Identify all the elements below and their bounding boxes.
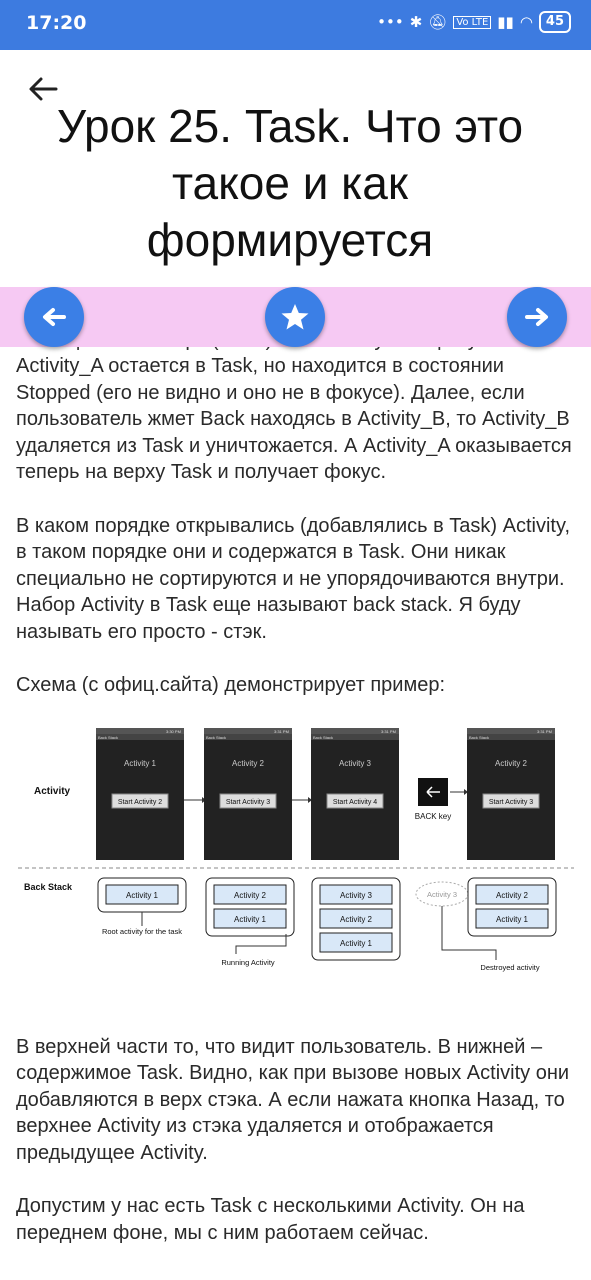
screen-activity-name: Activity 2 xyxy=(494,758,528,768)
screen-start-button: Start Activity 2 xyxy=(117,798,163,806)
stack-item: Activity 1 xyxy=(125,890,159,900)
label-running: Running Activity xyxy=(221,957,275,967)
page-title: Урок 25. Task. Что это такое и как формируется xyxy=(56,100,524,266)
diagram-stack xyxy=(98,878,186,936)
stack-item: Activity 3 xyxy=(339,890,373,900)
article-paragraph: Activity_A остается в Task, но находится в состоянии Stopped (его не видно и оно не в фокусе). Далее, если пользователь жмет Back находясь в Activity_B, то Activity_B удаляется из Task и уничтожается. А Activity_A оказывается теперь на верху Task и получает фокус. xyxy=(16,355,572,483)
navigation-bar xyxy=(0,287,591,347)
arrow-right-circle-icon xyxy=(522,302,552,332)
screen-activity-name: Activity 1 xyxy=(123,758,157,768)
label-destroyed: Destroyed activity xyxy=(480,962,540,972)
bluetooth-icon: ✱ xyxy=(409,13,423,31)
diagram-screen xyxy=(204,728,292,860)
screen-header: Back Stack xyxy=(469,734,490,740)
article-paragraph: В верхней части то, что видит пользователь. В нижней – содержимое Task. Видно, как при вызове новых Activity они добавляются в верх стэка. А если нажата кнопка Назад, то верхнее Activity из стэка удаляется и отображается предыдущее Activity. xyxy=(16,1035,570,1164)
stack-item: Activity 1 xyxy=(339,938,373,948)
screen-start-button: Start Activity 3 xyxy=(225,798,271,806)
screen-time: 3:30 PM xyxy=(166,728,181,734)
stack-item: Activity 2 xyxy=(495,890,529,900)
screen-start-button: Start Activity 4 xyxy=(332,798,378,806)
stack-item: Activity 2 xyxy=(339,914,373,924)
screen-header: Back Stack xyxy=(206,734,227,740)
stack-item: Activity 1 xyxy=(233,914,267,924)
destroyed-item: Activity 3 xyxy=(426,889,458,899)
label-root: Root activity for the task xyxy=(101,926,183,936)
status-time: 17:20 xyxy=(26,12,87,34)
screen-time: 3:31 PM xyxy=(381,728,396,734)
next-lesson-button[interactable] xyxy=(507,287,567,347)
mute-bell-icon: 🔕︎ xyxy=(428,13,448,31)
diagram-screen xyxy=(311,728,399,860)
screen-time: 3:31 PM xyxy=(537,728,552,734)
article-header xyxy=(0,50,591,285)
screen-header: Back Stack xyxy=(98,734,119,740)
screen-header: Back Stack xyxy=(313,734,334,740)
screen-time: 3:31 PM xyxy=(274,728,289,734)
more-dots-icon: ••• xyxy=(377,13,404,31)
prev-lesson-button[interactable] xyxy=(24,287,84,347)
diagram-screen xyxy=(467,728,555,860)
battery-icon: 45 xyxy=(539,11,571,33)
article-paragraph: В каком порядке открывались (добавлялись в Task) Activity, в таком порядке они и содержатся в Task. Они никак специально не сортируются и не упорядочиваются внутри. Набор Activity в Task еще называют back stack. Я буду называть его просто - стэк. xyxy=(16,514,571,643)
star-icon xyxy=(280,302,310,332)
wifi-icon: ◠ xyxy=(519,13,533,31)
arrow-left-circle-icon xyxy=(39,302,69,332)
back-stack-diagram xyxy=(16,720,576,1010)
article-paragraph: Схема (с офиц.сайта) демонстрирует пример: xyxy=(16,674,446,696)
stack-item: Activity 2 xyxy=(233,890,267,900)
signal-icon: ▮▮ xyxy=(497,13,514,31)
diagram-stack xyxy=(468,878,556,936)
article-paragraph: Допустим у нас есть Task с несколькими Activity. Он на переднем фоне, мы с ним работаем сейчас. xyxy=(16,1195,525,1244)
volte-icon: Vo LTE xyxy=(453,16,491,29)
screen-start-button: Start Activity 3 xyxy=(488,798,534,806)
status-bar xyxy=(0,0,591,50)
status-icons xyxy=(377,11,571,33)
stack-item: Activity 1 xyxy=(495,914,529,924)
diagram-row-backstack: Back Stack xyxy=(24,881,73,892)
diagram-svg xyxy=(16,720,576,1010)
article-body xyxy=(16,300,576,1273)
screen-activity-name: Activity 3 xyxy=(338,758,372,768)
back-key-label: BACK key xyxy=(414,811,452,821)
diagram-back-key xyxy=(415,778,451,821)
diagram-stack xyxy=(312,878,400,960)
diagram-screen xyxy=(96,728,184,860)
diagram-row-activity: Activity xyxy=(34,785,71,797)
screen-activity-name: Activity 2 xyxy=(231,758,265,768)
diagram-stack xyxy=(206,878,294,936)
favorite-button[interactable] xyxy=(265,287,325,347)
